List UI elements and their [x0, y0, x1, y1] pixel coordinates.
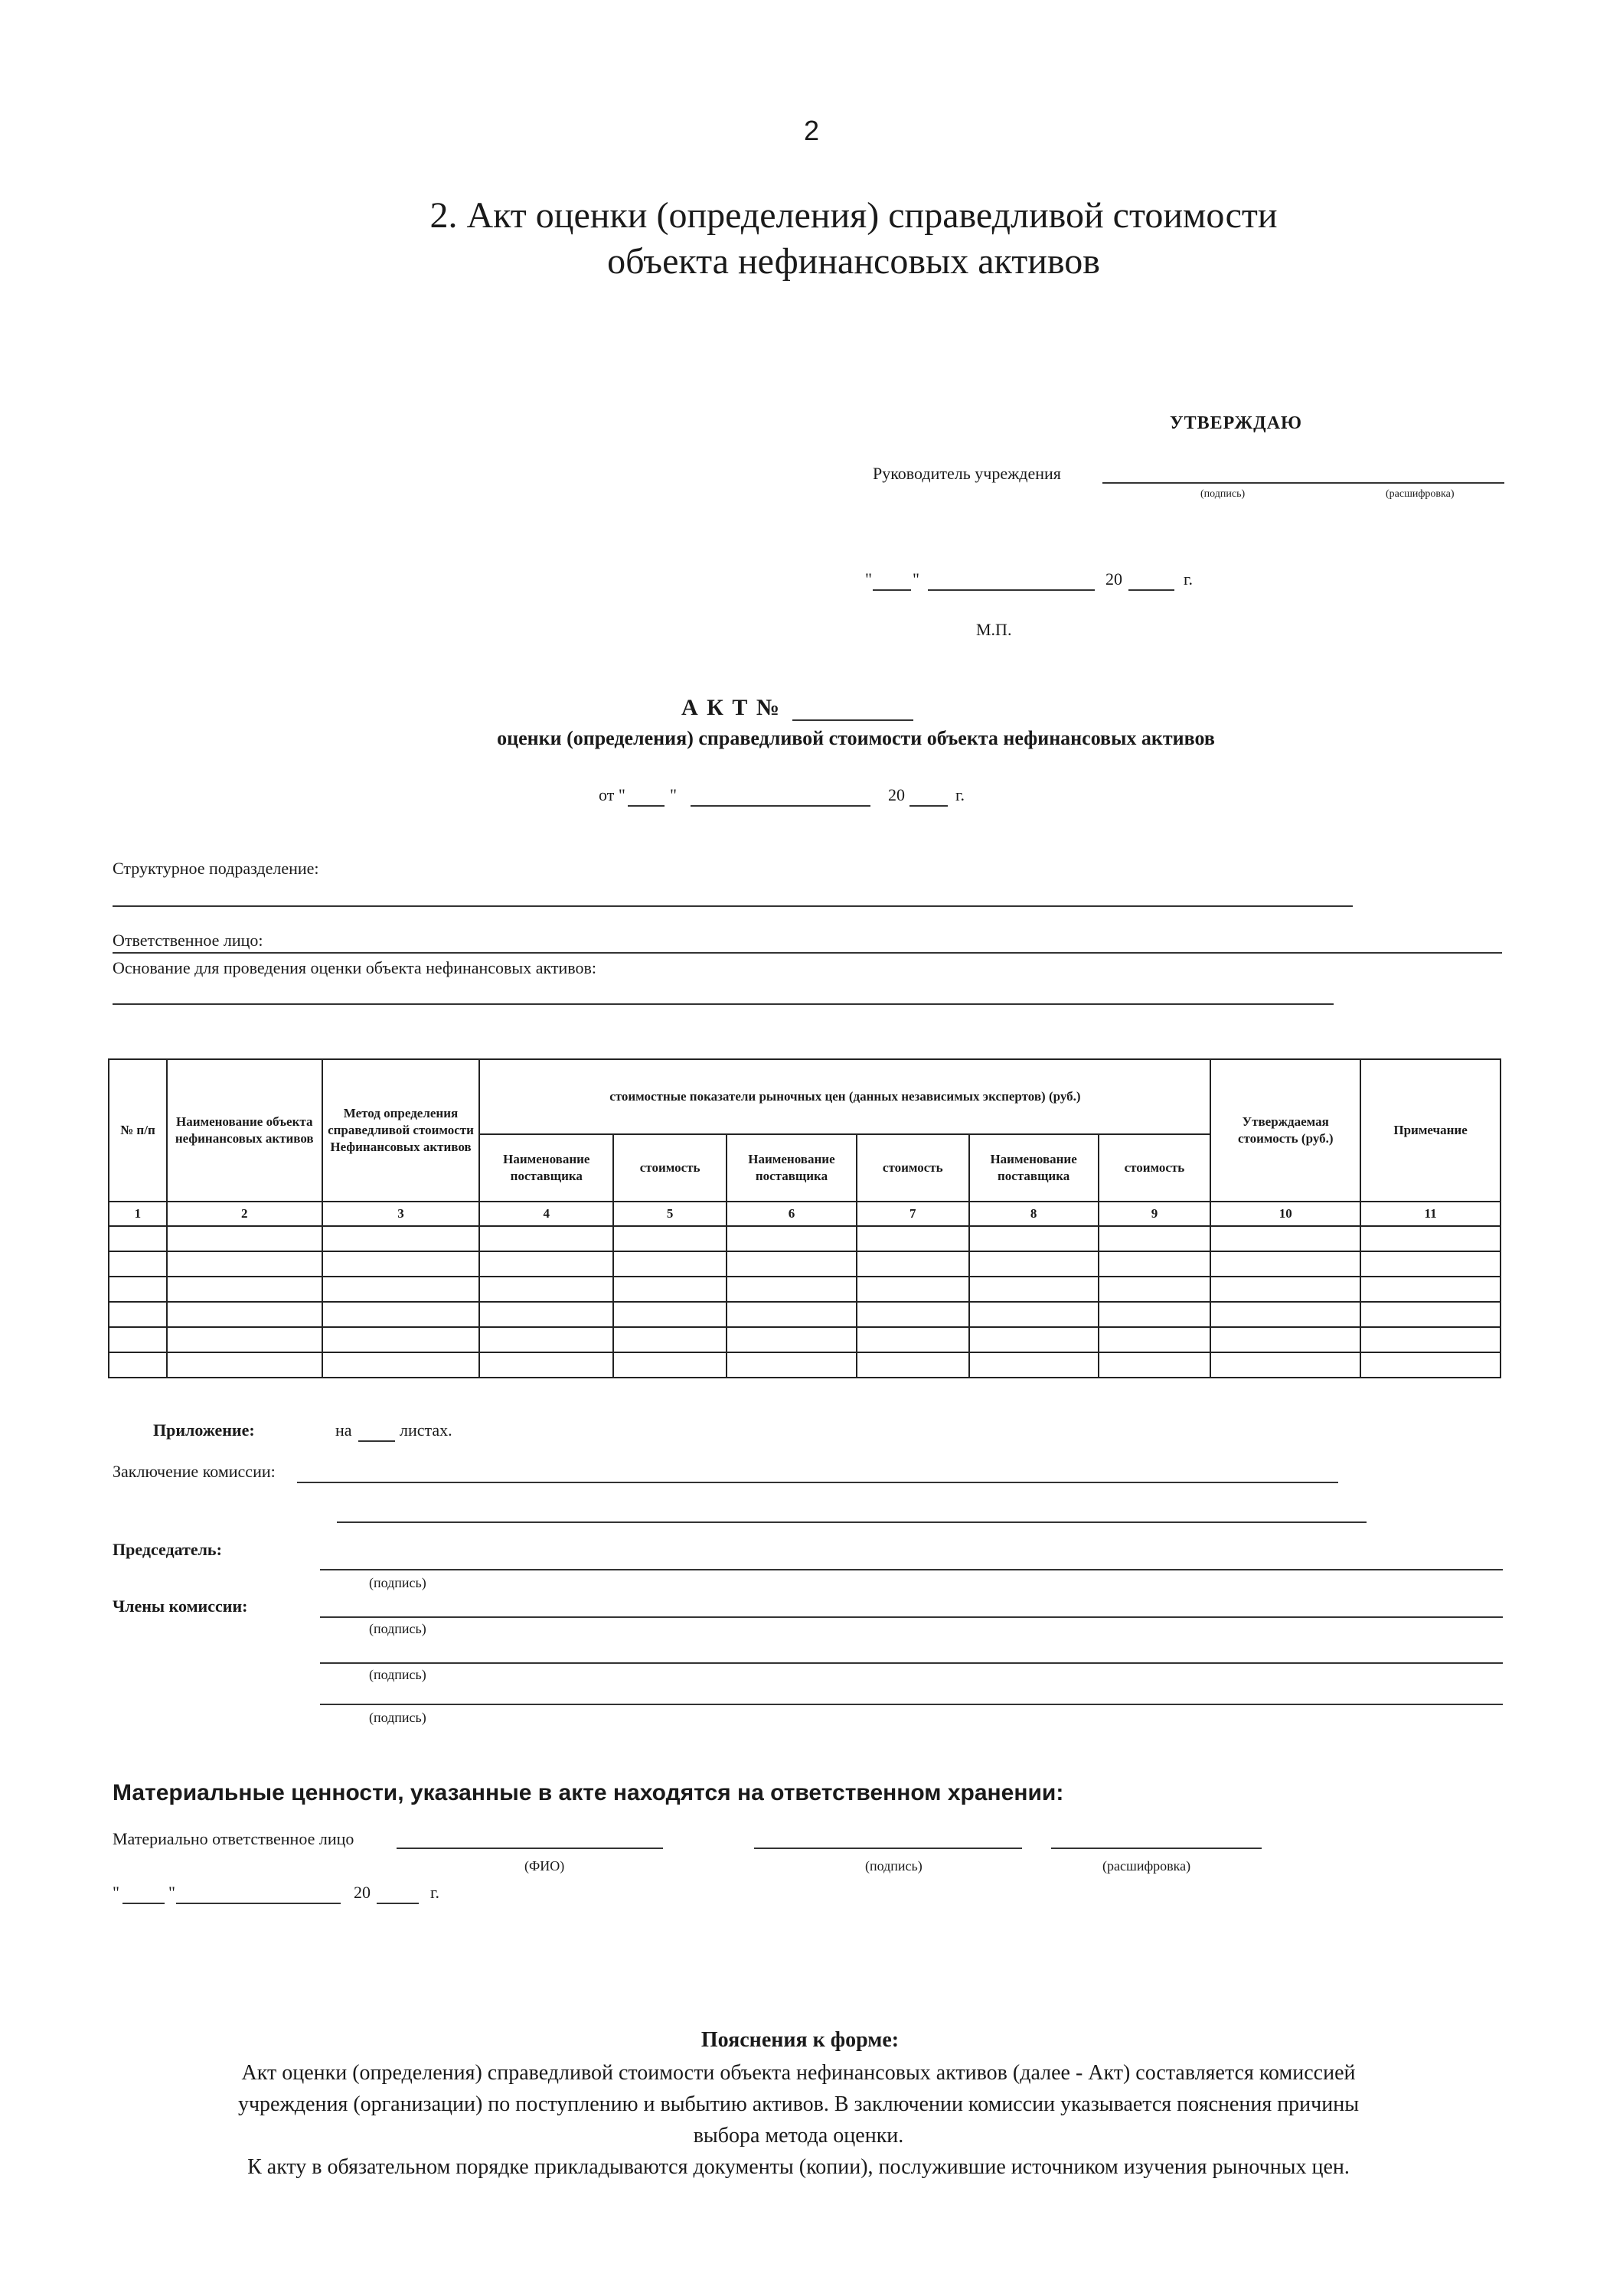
commission-conclusion-label: Заключение комиссии: — [113, 1462, 276, 1481]
custody-date-quote-close: " — [168, 1883, 175, 1902]
commission-conclusion-line-2 — [337, 1521, 1367, 1523]
custody-person-label: Материально ответственное лицо — [113, 1829, 354, 1848]
custody-signature-line — [754, 1848, 1022, 1849]
chairman-label: Председатель: — [113, 1540, 222, 1559]
approval-date-quote-open: " — [865, 569, 872, 589]
custody-fio-caption: (ФИО) — [524, 1858, 565, 1874]
attachment-sheets: листах. — [400, 1420, 452, 1440]
custody-year: 20 — [354, 1883, 371, 1902]
header-method: Метод определения справедливой стоимости Нефинансовых активов — [322, 1059, 480, 1202]
column-number: 11 — [1360, 1202, 1501, 1226]
custody-decode-line — [1051, 1848, 1262, 1849]
page-number: 2 — [803, 115, 820, 146]
table-row — [109, 1226, 1501, 1251]
approval-month-line — [928, 589, 1095, 591]
header-supplier-3: Наименование поставщика — [969, 1134, 1099, 1202]
custody-year-suffix: г. — [430, 1883, 440, 1902]
member-signature-caption-1: (подпись) — [369, 1621, 426, 1636]
chairman-signature-caption: (подпись) — [369, 1575, 426, 1590]
act-year-line — [909, 805, 948, 807]
member-signature-line-2 — [320, 1662, 1503, 1664]
chairman-signature-line — [320, 1569, 1503, 1570]
document-title — [0, 193, 1623, 285]
custody-day-line — [122, 1903, 165, 1904]
act-date-from: от " — [599, 785, 625, 804]
custody-year-line — [377, 1903, 419, 1904]
title-line-2: объекта нефинансовых активов — [607, 241, 1100, 282]
member-signature-caption-2: (подпись) — [369, 1667, 426, 1682]
act-year: 20 — [888, 785, 905, 804]
table-row — [109, 1302, 1501, 1327]
column-number: 3 — [322, 1202, 480, 1226]
table-row — [109, 1277, 1501, 1302]
approval-day-line — [873, 589, 911, 591]
table-header-row — [109, 1059, 1501, 1134]
act-subheading: оценки (определения) справедливой стоимости объекта нефинансовых активов — [497, 727, 1215, 749]
column-number: 4 — [479, 1202, 613, 1226]
explanation-heading: Пояснения к форме: — [700, 2028, 900, 2052]
act-year-suffix: г. — [955, 785, 965, 804]
approval-year-prefix: 20 — [1105, 569, 1122, 589]
title-line-1: 2. Акт оценки (определения) справедливой стоимости — [429, 195, 1278, 236]
act-heading: А К Т № — [681, 695, 782, 720]
act-month-line — [691, 805, 870, 807]
header-row-number: № п/п — [109, 1059, 167, 1202]
column-number: 9 — [1099, 1202, 1211, 1226]
act-day-line — [628, 805, 665, 807]
evaluation-basis-line — [113, 1003, 1334, 1005]
approval-heading: УТВЕРЖДАЮ — [1170, 413, 1303, 433]
column-number-row — [109, 1202, 1501, 1226]
column-number: 2 — [167, 1202, 322, 1226]
column-number: 7 — [857, 1202, 969, 1226]
approval-year-suffix: г. — [1184, 569, 1194, 589]
act-number-line — [792, 719, 913, 721]
attachment-sheets-line — [358, 1440, 395, 1442]
custody-signature-caption: (подпись) — [865, 1858, 923, 1874]
custody-decode-caption: (расшифровка) — [1102, 1858, 1191, 1874]
member-signature-line-3 — [320, 1704, 1503, 1705]
explanation-line-3: выбора метода оценки. — [693, 2124, 904, 2148]
head-signature-caption: (подпись) — [1200, 488, 1246, 500]
stamp-place: М.П. — [976, 620, 1012, 639]
column-number: 8 — [969, 1202, 1099, 1226]
table-row — [109, 1352, 1501, 1378]
header-note: Примечание — [1360, 1059, 1501, 1202]
table-row — [109, 1327, 1501, 1352]
act-date-quote: " — [670, 785, 677, 804]
column-number: 1 — [109, 1202, 167, 1226]
custody-fio-line — [397, 1848, 663, 1849]
commission-members-label: Члены комиссии: — [113, 1596, 248, 1616]
commission-conclusion-line — [297, 1482, 1338, 1483]
responsible-person-line — [113, 952, 1502, 954]
header-cost-3: стоимость — [1099, 1134, 1211, 1202]
header-supplier-1: Наименование поставщика — [479, 1134, 613, 1202]
header-cost-1: стоимость — [613, 1134, 727, 1202]
member-signature-caption-3: (подпись) — [369, 1710, 426, 1725]
approval-date-quote-close: " — [913, 569, 919, 589]
structural-unit-label: Структурное подразделение: — [113, 859, 319, 878]
column-number: 5 — [613, 1202, 727, 1226]
structural-unit-line — [113, 905, 1353, 907]
header-asset-name: Наименование объекта нефинансовых активов — [167, 1059, 322, 1202]
approval-year-line — [1128, 589, 1174, 591]
header-market-prices: стоимостные показатели рыночных цен (данных независимых экспертов) (руб.) — [479, 1059, 1210, 1134]
head-of-institution-label: Руководитель учреждения — [873, 464, 1061, 483]
header-cost-2: стоимость — [857, 1134, 969, 1202]
explanation-line-4: К акту в обязательном порядке прикладываются документы (копии), послужившие источником изучения рыночных цен. — [247, 2155, 1350, 2179]
custody-heading: Материальные ценности, указанные в акте находятся на ответственном хранении: — [113, 1780, 1064, 1805]
member-signature-line-1 — [320, 1616, 1503, 1618]
evaluation-basis-label: Основание для проведения оценки объекта нефинансовых активов: — [113, 958, 596, 977]
explanation-line-1: Акт оценки (определения) справедливой стоимости объекта нефинансовых активов (далее - Акт) составляется комиссией — [241, 2061, 1356, 2085]
attachment-on: на — [335, 1420, 352, 1440]
table-row — [109, 1251, 1501, 1277]
explanation-line-2: учреждения (организации) по поступлению и выбытию активов. В заключении комиссии указывается пояснения причины — [237, 2092, 1360, 2116]
header-supplier-2: Наименование поставщика — [727, 1134, 857, 1202]
attachment-label: Приложение: — [153, 1420, 255, 1440]
custody-date-quote-open: " — [113, 1883, 119, 1902]
column-number: 10 — [1210, 1202, 1360, 1226]
column-number: 6 — [727, 1202, 857, 1226]
responsible-person-label: Ответственное лицо: — [113, 931, 263, 950]
custody-month-line — [176, 1903, 341, 1904]
head-signature-line — [1102, 482, 1504, 484]
valuation-table — [108, 1058, 1501, 1378]
header-approved-value: Утверждаемая стоимость (руб.) — [1210, 1059, 1360, 1202]
head-decode-caption: (расшифровка) — [1386, 488, 1455, 500]
